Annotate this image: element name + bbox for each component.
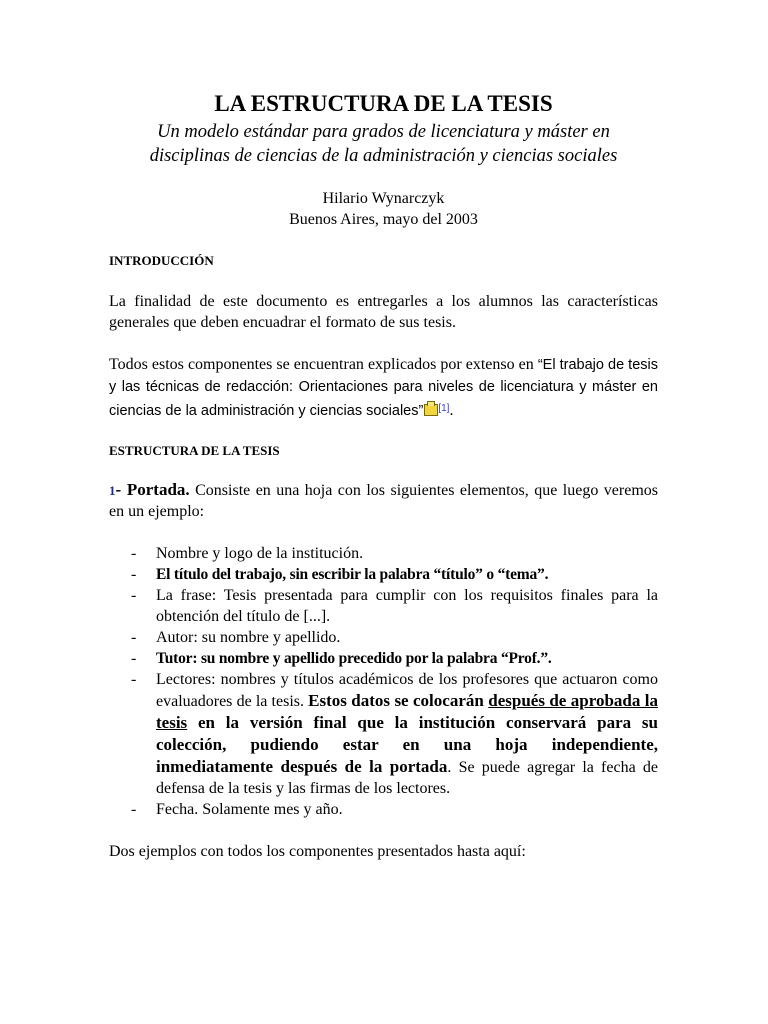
- item-dash: -: [115, 480, 127, 499]
- portada-elements-list: [109, 543, 658, 820]
- list-item: - Lectores: nombres y títulos académicos de los profesores que actuaron como evaluadores de la tesis. Estos datos se colocarán después de aprobada la tesis en la versión final que la institución conservará para su colección, pudiendo estar en una hoja independiente, inmediatamente después de la portada. Se puede agregar la fecha de defensa de la tesis y las firmas de los lectores.: [131, 671, 658, 797]
- closing-paragraph: Dos ejemplos con todos los componentes presentados hasta aquí:: [109, 843, 526, 860]
- author-name: Hilario Wynarczyk: [322, 190, 445, 207]
- document-page: [109, 90, 658, 862]
- portada-paragraph: [109, 479, 658, 522]
- intro-paragraph-2-start: Todos estos componentes se encuentran explicados por extenso en: [109, 356, 534, 373]
- list-item: - El título del trabajo, sin escribir la palabra “título” o “tema”.: [131, 566, 549, 583]
- quote-close: ”: [418, 403, 424, 419]
- list-dash: -: [131, 587, 137, 604]
- subtitle-line-2: disciplinas de ciencias de la administración y ciencias sociales: [149, 146, 618, 166]
- list-dash: -: [131, 650, 137, 667]
- intro-paragraph-2-end: .: [449, 402, 454, 419]
- estructura-heading: ESTRUCTURA DE LA TESIS: [109, 443, 280, 458]
- comment-note-icon[interactable]: [424, 404, 438, 416]
- list-dash: -: [131, 629, 137, 646]
- list-item: - La frase: Tesis presentada para cumplir con los requisitos finales para la obtención del título de [...].: [131, 587, 658, 625]
- author-block: [109, 188, 658, 230]
- list-item: - Autor: su nombre y apellido.: [131, 629, 341, 646]
- quote-open: “: [537, 357, 543, 373]
- portada-title: Portada.: [126, 480, 190, 499]
- intro-paragraph-1: La finalidad de este documento es entregarles a los alumnos las características generales que deben encuadrar el formato de sus tesis.: [109, 293, 658, 331]
- list-dash: -: [131, 545, 137, 562]
- list-dash: -: [131, 566, 137, 583]
- item-number: 1: [109, 483, 116, 498]
- list-item: - Tutor: su nombre y apellido precedido por la palabra “Prof.”.: [131, 650, 552, 667]
- list-dash: -: [131, 671, 137, 688]
- place-date: Buenos Aires, mayo del 2003: [289, 211, 478, 228]
- document-title: LA ESTRUCTURA DE LA TESIS: [214, 91, 553, 116]
- intro-heading: INTRODUCCIÓN: [109, 253, 214, 268]
- intro-paragraph-2: [109, 354, 658, 422]
- footnote-reference[interactable]: [1]: [438, 403, 450, 414]
- list-item: - Fecha. Solamente mes y año.: [131, 801, 343, 818]
- list-dash: -: [131, 801, 137, 818]
- subtitle-line-1: Un modelo estándar para grados de licenciatura y máster en: [157, 122, 610, 142]
- portada-text: Consiste en una hoja con los siguientes elementos, que luego veremos en un ejemplo:: [109, 482, 658, 520]
- referenced-work-title: El trabajo de tesis y las técnicas de redacción: Orientaciones para niveles de licenciatura y máster en ciencias de la administración y ciencias sociales: [109, 357, 658, 419]
- document-subtitle: [109, 120, 658, 168]
- list-item: - Nombre y logo de la institución.: [131, 545, 364, 562]
